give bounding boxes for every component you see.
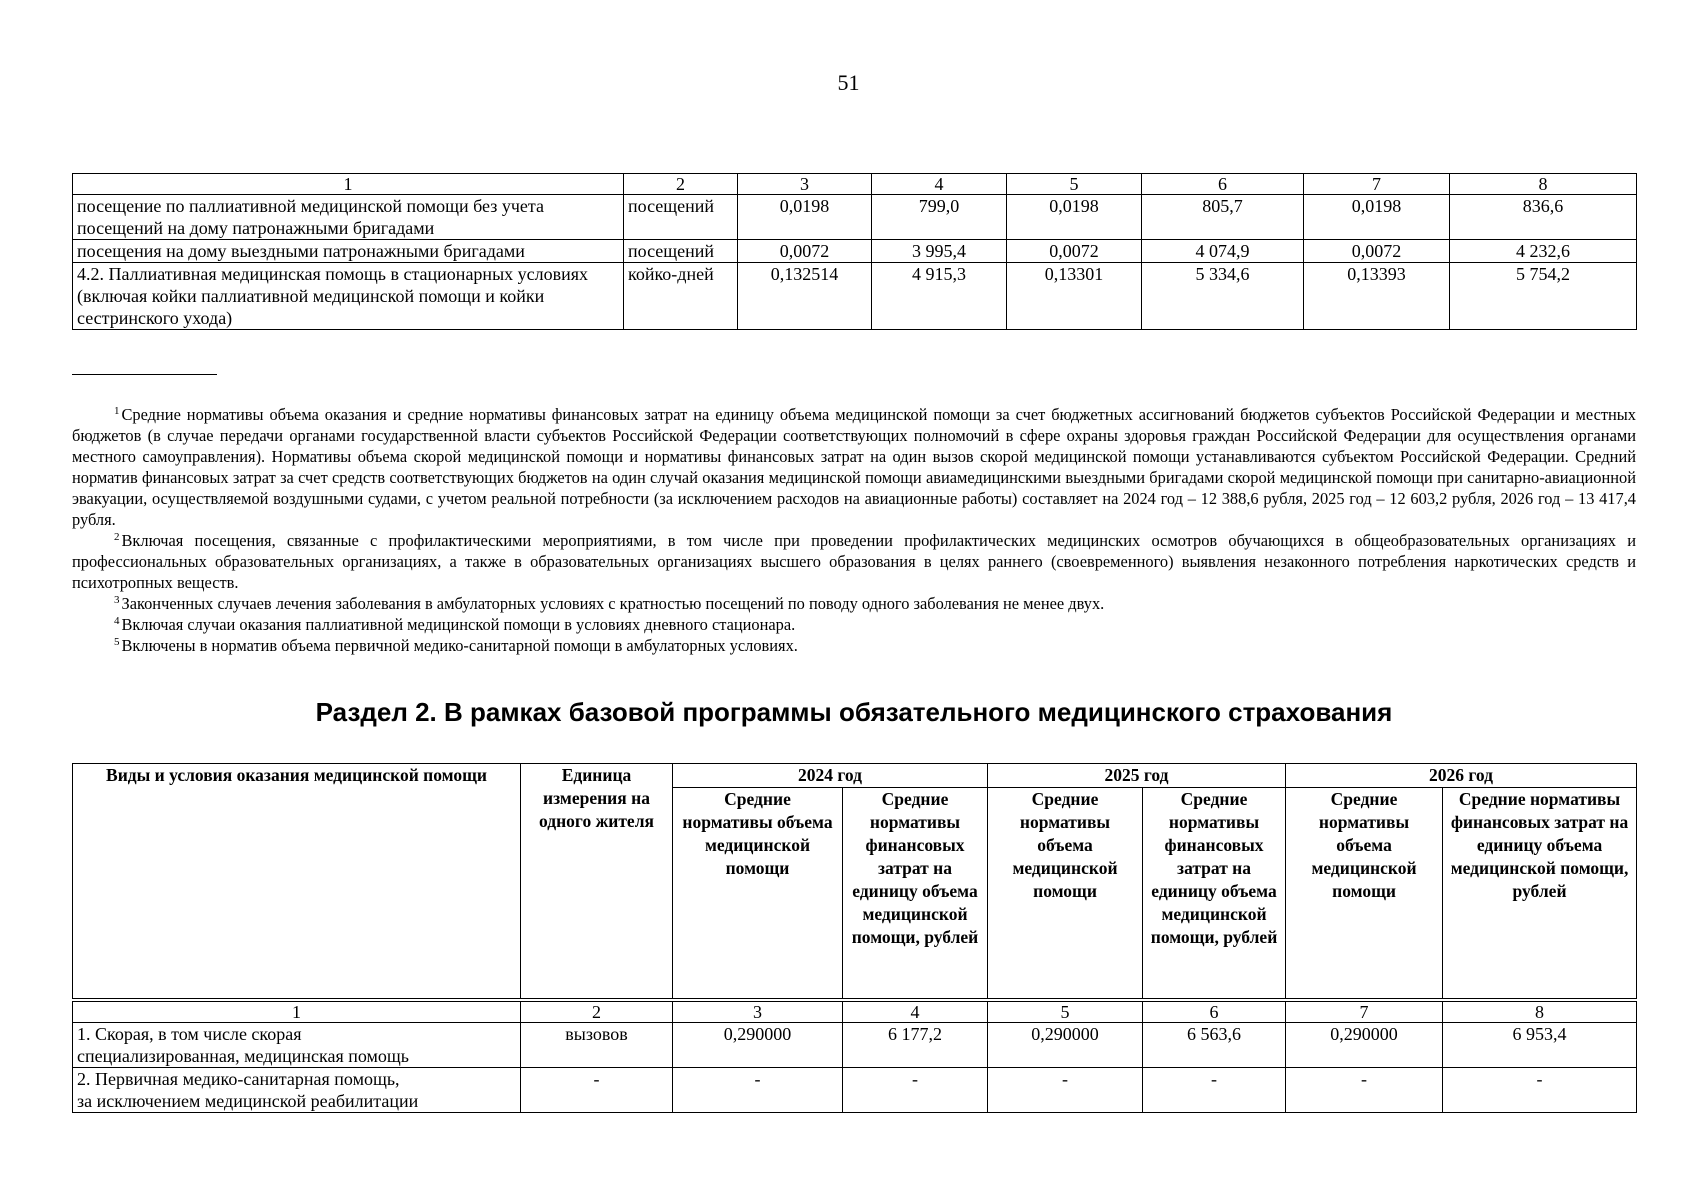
column-number: 8 (1443, 1000, 1637, 1023)
header-finance: Средние нормативы финансовых затрат на единицу объема медицинской помощи, рублей (843, 788, 988, 1000)
value-cell: - (1286, 1067, 1443, 1112)
footnote-mark: 2 (114, 531, 120, 543)
column-number: 5 (988, 1000, 1143, 1023)
column-number-row (73, 174, 1637, 195)
value-cell: 0,13301 (1007, 263, 1142, 330)
table-row (73, 1067, 1637, 1112)
footnote-separator (72, 374, 217, 375)
unit-cell: - (521, 1067, 673, 1112)
value-cell: - (843, 1067, 988, 1112)
value-cell: 0,0198 (1304, 195, 1450, 240)
value-cell: 5 334,6 (1142, 263, 1304, 330)
section-2-table (72, 763, 1637, 1113)
table-row (73, 240, 1637, 263)
footnote-text: Включены в норматив объема первичной медико-санитарной помощи в амбулаторных условиях. (121, 636, 798, 655)
footnote (72, 404, 1636, 530)
value-cell: 799,0 (872, 195, 1007, 240)
unit-cell: вызовов (521, 1022, 673, 1067)
value-cell: 0,0072 (1007, 240, 1142, 263)
section-title: Раздел 2. В рамках базовой программы обязательного медицинского страхования (315, 697, 1393, 727)
row-label-line: 1. Скорая, в том числе скорая (77, 1023, 302, 1044)
value-cell: 4 074,9 (1142, 240, 1304, 263)
row-label-line: 2. Первичная медико-санитарная помощь, (77, 1068, 400, 1089)
header-year: 2026 год (1286, 764, 1637, 788)
row-label-line: за исключением медицинской реабилитации (77, 1090, 419, 1111)
header-volume: Средние нормативы объема медицинской помощи (1286, 788, 1443, 1000)
value-cell: 6 177,2 (843, 1022, 988, 1067)
column-number: 3 (673, 1000, 843, 1023)
row-label: 4.2. Паллиативная медицинская помощь в стационарных условиях (включая койки паллиативной медицинской помощи и койки сестринского ухода) (73, 263, 624, 330)
footnote-mark: 1 (114, 405, 120, 417)
row-label-line: специализированная, медицинская помощь (77, 1045, 409, 1066)
column-number: 4 (872, 174, 1007, 195)
column-number: 5 (1007, 174, 1142, 195)
header-volume: Средние нормативы объема медицинской помощи (673, 788, 843, 1000)
header-unit: Единица измерения на одного жителя (521, 764, 673, 1000)
header-kind: Виды и условия оказания медицинской помощи (73, 764, 521, 1000)
row-label: посещение по паллиативной медицинской помощи без учета посещений на дому патронажными бригадами (73, 195, 624, 240)
value-cell: 0,13393 (1304, 263, 1450, 330)
column-number: 6 (1143, 1000, 1286, 1023)
column-number-row (73, 1000, 1637, 1023)
unit-cell: койко-дней (624, 263, 738, 330)
column-number: 2 (624, 174, 738, 195)
header-year: 2024 год (673, 764, 988, 788)
row-label (73, 1022, 521, 1067)
column-number: 7 (1304, 174, 1450, 195)
value-cell: 6 953,4 (1443, 1022, 1637, 1067)
footnote (72, 593, 1636, 614)
page-number: 51 (837, 70, 860, 95)
value-cell: 836,6 (1450, 195, 1637, 240)
column-number: 3 (738, 174, 872, 195)
value-cell: 5 754,2 (1450, 263, 1637, 330)
footnote-text: Законченных случаев лечения заболевания в амбулаторных условиях с кратностью посещений по поводу одного заболевания не менее двух. (121, 594, 1105, 613)
footnote (72, 635, 1636, 656)
header-finance: Средние нормативы финансовых затрат на единицу объема медицинской помощи, рублей (1443, 788, 1637, 1000)
footnotes (72, 404, 1636, 656)
column-number: 6 (1142, 174, 1304, 195)
value-cell: 0,0198 (738, 195, 872, 240)
row-label (73, 1067, 521, 1112)
value-cell: - (1143, 1067, 1286, 1112)
column-number: 1 (73, 1000, 521, 1023)
header-volume: Средние нормативы объема медицинской помощи (988, 788, 1143, 1000)
header-finance: Средние нормативы финансовых затрат на единицу объема медицинской помощи, рублей (1143, 788, 1286, 1000)
footnote-text: Включая посещения, связанные с профилактическими мероприятиями, в том числе при проведении профилактических медицинских осмотров обучающихся в общеобразовательных организациях и профессиональных образовательных организациях, а также в образовательных организациях высшего образования в целях раннего (своевременного) выявления незаконного потребления наркотических средств и психотропных веществ. (72, 531, 1636, 592)
column-number: 1 (73, 174, 624, 195)
table-row (73, 263, 1637, 330)
value-cell: 4 915,3 (872, 263, 1007, 330)
value-cell: 0,290000 (673, 1022, 843, 1067)
value-cell: - (1443, 1067, 1637, 1112)
table-row (73, 195, 1637, 240)
value-cell: 0,132514 (738, 263, 872, 330)
value-cell: 4 232,6 (1450, 240, 1637, 263)
table-row (73, 1022, 1637, 1067)
footnote-mark: 5 (114, 636, 120, 648)
value-cell: 0,0072 (1304, 240, 1450, 263)
column-number: 7 (1286, 1000, 1443, 1023)
footnote (72, 614, 1636, 635)
header-row (73, 764, 1637, 788)
footnote-text: Средние нормативы объема оказания и средние нормативы финансовых затрат на единицу объема медицинской помощи за счет бюджетных ассигнований бюджетов субъектов Российской Федерации и местных бюджетов (в случае передачи органами государственной власти субъектов Российской Федерации соответствующих полномочий в сфере охраны здоровья граждан Российской Федерации для осуществления органами местного самоуправления). Нормативы объема скорой медицинской помощи и нормативы финансовых затрат на один вызов скорой медицинской помощи устанавливаются субъектом Российской Федерации. Средний норматив финансовых затрат за счет средств соответствующих бюджетов на один случай оказания медицинской помощи авиамедицинскими выездными бригадами скорой медицинской помощи при санитарно-авиационной эвакуации, осуществляемой воздушными судами, с учетом реальной потребности (за исключением расходов на авиационные работы) составляет на 2024 год – 12 388,6 рубля, 2025 год – 12 603,2 рубля, 2026 год – 13 417,4 рубля. (72, 405, 1636, 529)
value-cell: 0,290000 (988, 1022, 1143, 1067)
unit-cell: посещений (624, 195, 738, 240)
footnote-text: Включая случаи оказания паллиативной медицинской помощи в условиях дневного стационара. (121, 615, 796, 634)
value-cell: 0,0072 (738, 240, 872, 263)
column-number: 2 (521, 1000, 673, 1023)
footnote-mark: 3 (114, 594, 120, 606)
column-number: 4 (843, 1000, 988, 1023)
value-cell: 0,0198 (1007, 195, 1142, 240)
column-number: 8 (1450, 174, 1637, 195)
row-label: посещения на дому выездными патронажными бригадами (73, 240, 624, 263)
footnote-mark: 4 (114, 615, 120, 627)
value-cell: 6 563,6 (1143, 1022, 1286, 1067)
value-cell: - (673, 1067, 843, 1112)
unit-cell: посещений (624, 240, 738, 263)
value-cell: 805,7 (1142, 195, 1304, 240)
footnote (72, 530, 1636, 593)
value-cell: 0,290000 (1286, 1022, 1443, 1067)
continuation-table (72, 173, 1637, 330)
value-cell: - (988, 1067, 1143, 1112)
header-year: 2025 год (988, 764, 1286, 788)
value-cell: 3 995,4 (872, 240, 1007, 263)
